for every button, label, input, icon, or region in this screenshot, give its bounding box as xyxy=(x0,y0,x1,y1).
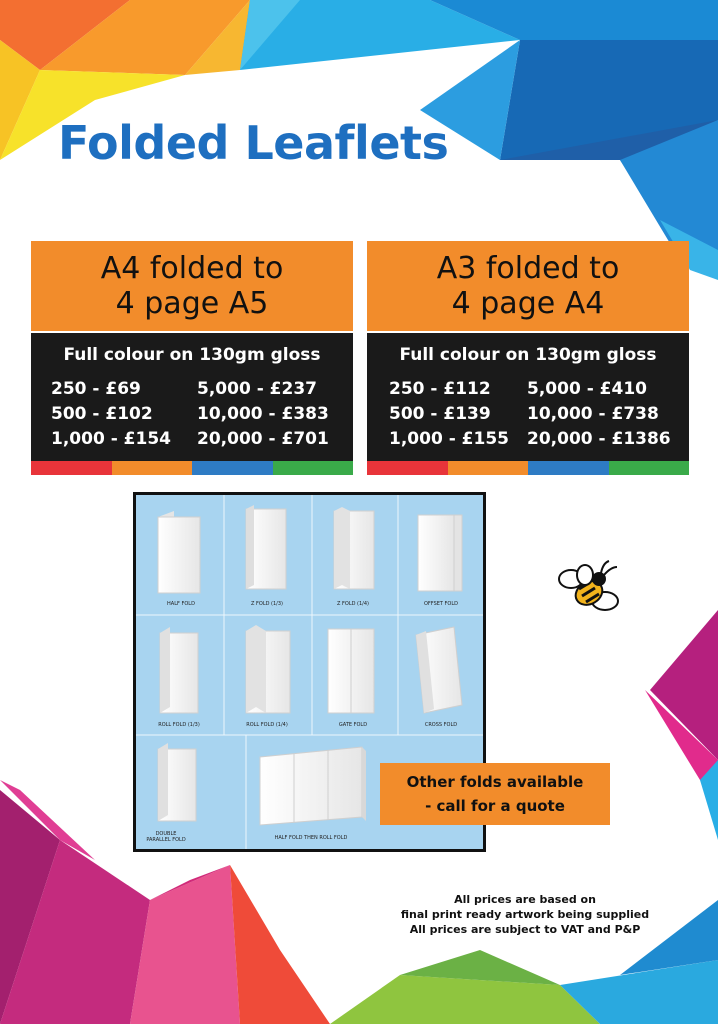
footer-note xyxy=(360,892,690,937)
footer-line1: All prices are based on xyxy=(454,893,596,906)
quote-callout xyxy=(380,763,610,825)
quote-line2: - call for a quote xyxy=(425,797,565,815)
price-card-a3 xyxy=(367,241,689,475)
fold-label: DOUBLE PARALLEL FOLD xyxy=(146,831,186,843)
price-item: 1,000 - £155 xyxy=(389,429,509,449)
double-parallel-fold-icon xyxy=(158,743,196,821)
price-item: 10,000 - £738 xyxy=(527,404,659,424)
price-item: 10,000 - £383 xyxy=(197,404,329,424)
card-heading-line2: 4 page A5 xyxy=(115,286,269,321)
price-item: 5,000 - £410 xyxy=(527,379,647,399)
price-column-right xyxy=(197,377,329,452)
color-stripe xyxy=(367,461,689,475)
card-subtitle: Full colour on 130gm gloss xyxy=(399,345,657,365)
half-fold-icon xyxy=(158,511,200,593)
roll-fold-quarter-icon xyxy=(246,625,290,713)
card-subtitle: Full colour on 130gm gloss xyxy=(63,345,321,365)
price-item: 250 - £69 xyxy=(51,379,141,399)
fold-label: OFFSET FOLD xyxy=(423,601,459,607)
footer-line2: final print ready artwork being supplied xyxy=(400,908,650,921)
price-column-right xyxy=(527,377,671,452)
quote-line1: Other folds available xyxy=(406,773,584,791)
z-fold-quarter-icon xyxy=(334,507,374,589)
card-heading-line1: A4 folded to xyxy=(100,251,284,286)
fold-label: ROLL FOLD (1/3) xyxy=(158,722,200,728)
card-heading xyxy=(31,241,353,331)
offset-fold-icon xyxy=(418,515,462,591)
price-item: 5,000 - £237 xyxy=(197,379,317,399)
card-heading-line2: 4 page A4 xyxy=(451,286,605,321)
price-item: 20,000 - £701 xyxy=(197,429,329,449)
fold-label: HALF FOLD THEN ROLL FOLD xyxy=(274,835,348,841)
fold-label: CROSS FOLD xyxy=(424,722,458,728)
price-card-a4 xyxy=(31,241,353,475)
price-column-left xyxy=(51,377,171,452)
roll-fold-third-icon xyxy=(160,627,198,713)
z-fold-third-icon xyxy=(246,505,286,589)
fold-label: HALF FOLD xyxy=(167,601,195,607)
fold-label: Z FOLD (1/3) xyxy=(251,601,283,607)
gate-fold-icon xyxy=(328,629,374,713)
card-heading-line1: A3 folded to xyxy=(436,251,620,286)
fold-label: GATE FOLD xyxy=(338,722,368,728)
price-item: 500 - £102 xyxy=(51,404,153,424)
card-body xyxy=(31,333,353,461)
card-heading xyxy=(367,241,689,331)
half-fold-then-roll-fold-icon xyxy=(260,747,366,825)
bee-icon xyxy=(555,555,625,625)
footer-line3: All prices are subject to VAT and P&P xyxy=(409,923,641,936)
price-item: 250 - £112 xyxy=(389,379,491,399)
page-title: Folded Leaflets xyxy=(58,116,449,170)
card-body xyxy=(367,333,689,461)
fold-label: ROLL FOLD (1/4) xyxy=(246,722,288,728)
color-stripe xyxy=(31,461,353,475)
price-column-left xyxy=(389,377,509,452)
price-item: 1,000 - £154 xyxy=(51,429,171,449)
fold-label: Z FOLD (1/4) xyxy=(337,601,369,607)
price-item: 20,000 - £1386 xyxy=(527,429,671,449)
cross-fold-icon xyxy=(416,627,462,713)
price-item: 500 - £139 xyxy=(389,404,491,424)
